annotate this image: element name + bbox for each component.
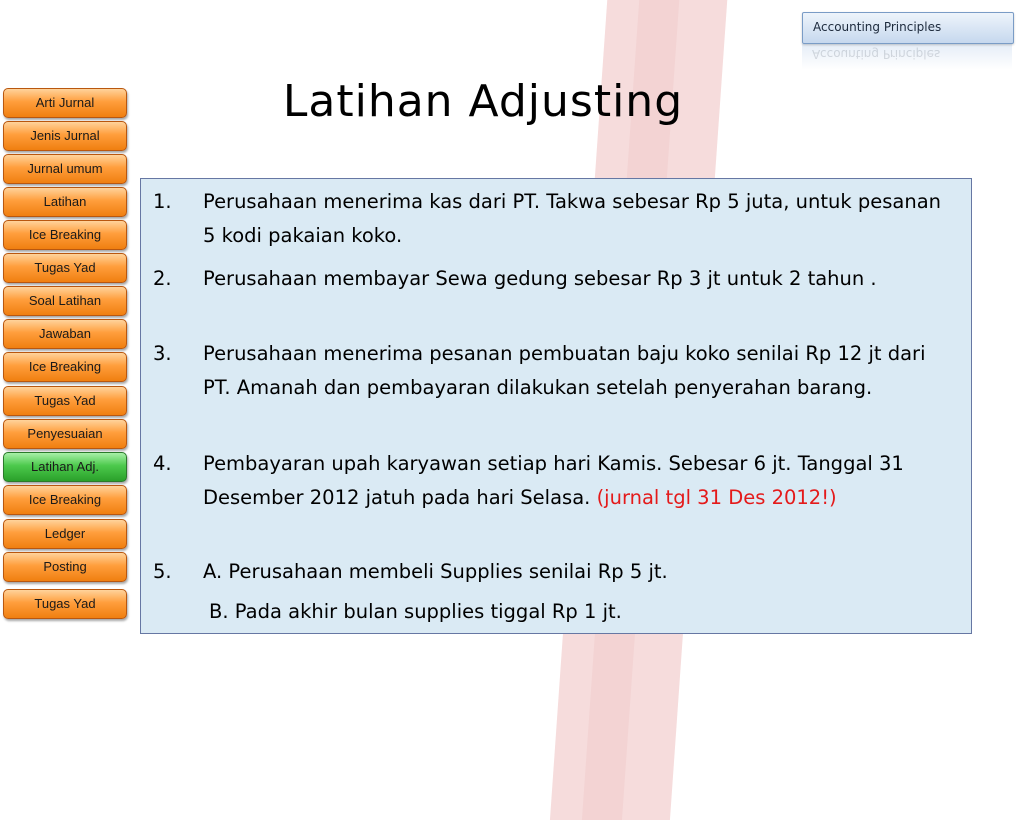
exercise-item-text-wrapper (203, 447, 948, 515)
nav-button-jurnal-umum[interactable]: Jurnal umum (3, 154, 127, 184)
nav-button-tugas-yad-3[interactable]: Tugas Yad (3, 589, 127, 619)
sidebar-nav (3, 0, 125, 768)
nav-button-penyesuaian[interactable]: Penyesuaian (3, 419, 127, 449)
exercise-item-number: 1. (153, 190, 172, 213)
exercise-item-text: Perusahaan membayar Sewa gedung sebesar Rp 3 jt untuk 2 tahun . (203, 267, 877, 290)
nav-button-posting[interactable]: Posting (3, 552, 127, 582)
exercise-item-text: A. Perusahaan membeli Supplies senilai Rp 5 jt. (203, 560, 668, 583)
exercise-item-2 (153, 262, 953, 296)
exercise-item-highlight: (jurnal tgl 31 Des 2012!) (596, 486, 837, 509)
course-badge-reflection-label: Accounting Principles (812, 47, 941, 61)
nav-button-tugas-yad-2[interactable]: Tugas Yad (3, 386, 127, 416)
exercise-item-5 (153, 555, 953, 589)
nav-button-ice-breaking-2[interactable]: Ice Breaking (3, 352, 127, 382)
exercise-item-text: Perusahaan menerima pesanan pembuatan baju koko senilai Rp 12 jt dari PT. Amanah dan pembayaran dilakukan setelah penyerahan barang. (203, 342, 926, 399)
slide-title: Latihan Adjusting (282, 76, 684, 127)
nav-button-ice-breaking-3[interactable]: Ice Breaking (3, 485, 127, 515)
course-badge-reflection (802, 44, 1012, 70)
course-badge (802, 12, 1014, 44)
nav-button-latihan-adj-active[interactable]: Latihan Adj. (3, 452, 127, 482)
course-badge-label: Accounting Principles (813, 20, 942, 34)
exercise-item-number: 2. (153, 267, 172, 290)
exercise-item-text: Perusahaan menerima kas dari PT. Takwa sebesar Rp 5 juta, untuk pesanan 5 kodi pakaian koko. (203, 190, 942, 247)
exercise-item-3 (153, 337, 953, 405)
exercise-content-box (140, 178, 972, 634)
exercise-item-text: Pembayaran upah karyawan setiap hari Kamis. Sebesar 6 jt. Tanggal 31 Desember 2012 jatuh pada hari Selasa. (203, 452, 904, 509)
nav-button-tugas-yad-1[interactable]: Tugas Yad (3, 253, 127, 283)
nav-button-arti-jurnal[interactable]: Arti Jurnal (3, 88, 127, 118)
exercise-item-number: 4. (153, 452, 172, 475)
nav-button-latihan[interactable]: Latihan (3, 187, 127, 217)
nav-button-ice-breaking-1[interactable]: Ice Breaking (3, 220, 127, 250)
nav-button-soal-latihan[interactable]: Soal Latihan (3, 286, 127, 316)
nav-button-ledger[interactable]: Ledger (3, 519, 127, 549)
exercise-item-number: 5. (153, 560, 172, 583)
nav-button-jenis-jurnal[interactable]: Jenis Jurnal (3, 121, 127, 151)
nav-button-jawaban[interactable]: Jawaban (3, 319, 127, 349)
exercise-item-1 (153, 185, 953, 253)
exercise-sub-item: B. Pada akhir bulan supplies tiggal Rp 1 jt. (209, 600, 622, 623)
exercise-item-number: 3. (153, 342, 172, 365)
exercise-item-4 (153, 447, 953, 515)
